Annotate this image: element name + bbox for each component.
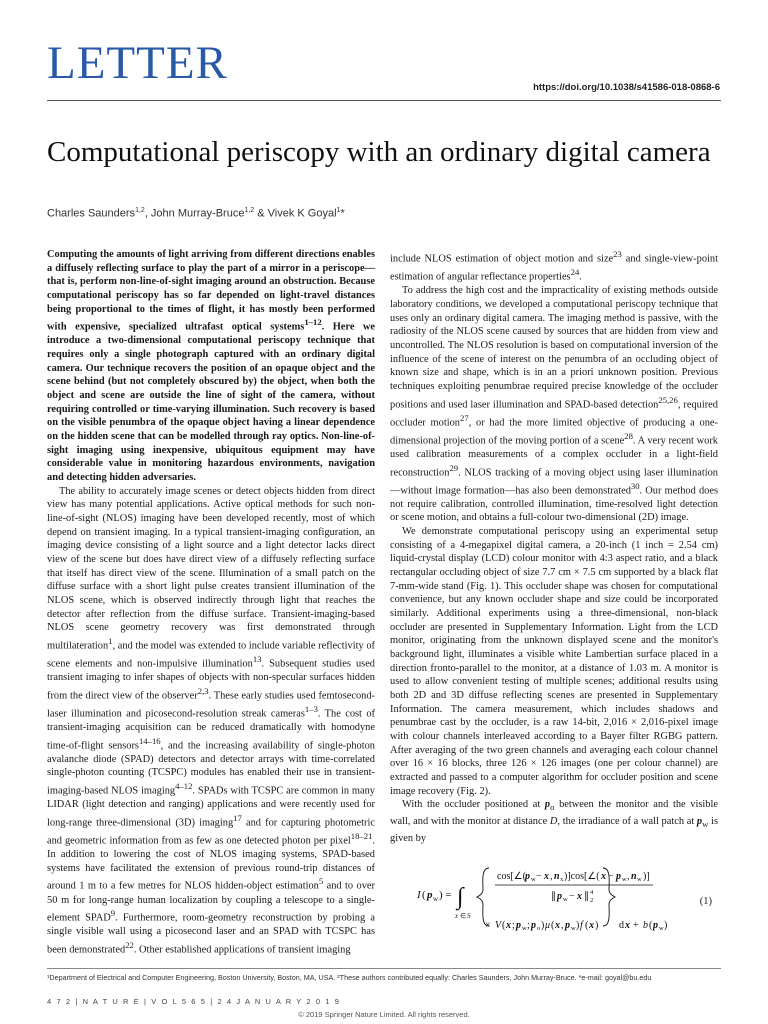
svg-text:): ) — [664, 920, 668, 931]
equation-graphic — [415, 864, 705, 942]
svg-text:w: w — [659, 925, 664, 932]
svg-text:+: + — [633, 920, 639, 931]
svg-text:f: f — [580, 920, 583, 931]
svg-text:p: p — [653, 920, 658, 931]
equation-1 — [415, 864, 720, 942]
svg-text:∥: ∥ — [551, 891, 556, 902]
svg-text:w: w — [433, 895, 439, 903]
svg-text:p: p — [516, 920, 521, 931]
svg-text:): ) — [595, 920, 599, 931]
svg-text:p: p — [427, 889, 433, 901]
svg-text:x: x — [577, 891, 582, 902]
svg-text:) =: ) = — [439, 889, 452, 901]
left-column — [47, 248, 375, 957]
svg-text:n: n — [554, 871, 560, 882]
abstract: Computing the amounts of light arriving from different directions enables a diffusely reflecting surface to play the part of a mirror in a periscope—that is, perform non-line-of-sight imaging around an obstruction. Because computational periscopy has so far depended on light-travel distances being proportional to the times of flight, it has mostly been performed with expensive, specialized ultrafast optical systems$^{1-12}$. Here we introduce a two-dimensional computational periscopy technique that requires only a single photograph captured with an ordinary digital camera. Our technique recovers the position of an opaque object and the scene behind (but not completely obscured by) the object, when both the object and scene are outside the line of sight of the camera, without requiring controlled or time-varying illumination. Such recovery is based on the visible penumbra of the opaque object having a linear dependence on the hidden scene that can be modelled through ray optics. Non-line-of-sight imaging using inexpensive, ubiquitous equipment may have considerable value in monitoring hazardous environments, navigation and detecting hidden adversaries. — [47, 249, 376, 483]
svg-text:,: , — [561, 920, 564, 931]
svg-text:)]cos[∠(: )]cos[∠( — [564, 871, 600, 882]
header-rule — [47, 100, 721, 101]
body-paragraph: include NLOS estimation of object motion and size$^{23}$ and single-view-point estimation of angular reflectance properties$^{24}$. — [390, 249, 718, 283]
svg-text:x: x — [544, 871, 549, 882]
svg-text:b: b — [643, 920, 648, 931]
page-footer: 4 7 2 | N A T U R E | V O L 5 6 5 | 2 4 J A N U A R Y 2 0 1 9 — [47, 997, 341, 1006]
svg-text:p: p — [531, 920, 536, 931]
svg-text:∫: ∫ — [457, 884, 464, 910]
svg-text:p: p — [565, 920, 570, 931]
svg-text:(: ( — [551, 920, 555, 931]
svg-text:(: ( — [585, 920, 589, 931]
svg-text:p: p — [525, 871, 530, 882]
svg-text:x: x — [625, 920, 630, 931]
doi-link[interactable]: https://doi.org/10.1038/s41586-018-0868-6 — [533, 82, 720, 93]
svg-text:;: ; — [512, 920, 515, 931]
svg-text:)]: )] — [643, 871, 650, 882]
svg-text:2: 2 — [590, 897, 594, 904]
svg-text:p: p — [616, 871, 621, 882]
svg-text:x: x — [555, 920, 560, 931]
body-paragraph: With the occluder positioned at $p_o$ between the monitor and the visible wall, and with the monitor at distance D, the irradiance of a wall patch at $p_w$ is given by — [390, 799, 718, 844]
svg-text:−: − — [569, 891, 575, 902]
article-title: Computational periscopy with an ordinary digital camera — [47, 136, 711, 168]
svg-text:): ) — [541, 920, 545, 931]
svg-text:(: ( — [422, 889, 426, 901]
svg-text:w: w — [622, 876, 627, 883]
article-type-label: LETTER — [47, 37, 228, 89]
svg-text:,: , — [627, 871, 630, 882]
svg-text:;: ; — [527, 920, 530, 931]
author-list: Charles Saunders$^{1,2}$, John Murray-Bruce$^{1,2}$ & Vivek K Goyal$^1$* — [47, 207, 345, 220]
svg-text:×: × — [485, 920, 491, 931]
svg-text:−: − — [536, 871, 542, 882]
svg-text:n: n — [631, 871, 637, 882]
svg-text:x: x — [589, 920, 594, 931]
svg-text:cos[∠(: cos[∠( — [497, 871, 526, 882]
svg-text:(: ( — [649, 920, 653, 931]
svg-text:,: , — [550, 871, 553, 882]
svg-text:w: w — [522, 925, 527, 932]
svg-text:o: o — [537, 925, 541, 932]
svg-text:w: w — [563, 896, 568, 903]
svg-text:x: x — [601, 871, 606, 882]
svg-text:μ: μ — [545, 920, 551, 931]
body-paragraph: The ability to accurately image scenes or detect objects hidden from direct view has many potential applications. Active optical methods for such non-line-of-sight (NLOS) imaging have been developed recently, most of which depend on transient imaging. In a typical transient-imaging configuration, an imaging device consisting of a light source and a light detector lacks direct view of the scene but does have direct view of a diffusely reflecting surface that itself has direct view of the scene. Illumination of a small patch on the diffuse surface with a short light pulse creates transient illumination of the NLOS scene, which is observed indirectly through light that reaches the detector after reflection from the diffuse surface. Transient-imaging-based NLOS scene geometry recovery was first demonstrated through multilateration$^1$, and the model was extended to include variable reflectivity of scene elements and non-impulsive illumination$^{13}$. Subsequent studies used transient imaging to infer shapes of objects with non-specular surfaces hidden from the direct view of the observer$^{2,3}$. These early studies used femtosecond-laser illumination and picosecond-resolution streak cameras$^{1-3}$. The cost of transient-imaging acquisition can be reduced dramatically with homodyne time-of-flight sensors$^{14-16}$, and the increasing availability of single-photon avalanche diode (SPAD) detectors and detector arrays with time-correlated single-photon counting (TCSPC) modules has enabled their use in transient-imaging-based NLOS imaging$^{4-12}$. SPADs with TCSPC are common in many LIDAR (light detection and ranging) applications and were recently used for long-range three-dimensional (3D) imaging$^{17}$ and for capturing photometric and geometric information from as few as one detected photon per pixel$^{18-21}$. In addition to lowering the cost of NLOS imaging systems, SPAD-based systems have facilitated the extension of previous round-trip distances of around 1 m to a few metres for NLOS hidden-object estimation$^5$ and to over 50 m for long-range human localization by coupling a telescope to a single-element SPAD$^9$. Furthermore, room-geometry reconstruction by probing a single visible wall using a picosecond laser and an SPAD with TCSPC has been demonstrated$^{22}$. Other established applications of transient imaging — [47, 485, 376, 956]
svg-text:x: x — [506, 920, 511, 931]
equation-number: (1) — [699, 896, 712, 907]
right-column — [390, 248, 718, 845]
affiliations-footnote: ¹Department of Electrical and Computer Engineering, Boston University, Boston, MA, USA. ²These authors contributed equally: Charles Saunders, John Murray-Bruce. *e-mail: goyal@bu.edu — [47, 973, 652, 982]
svg-text:d: d — [619, 920, 624, 931]
svg-text:−: − — [608, 871, 614, 882]
svg-text:V: V — [495, 920, 502, 931]
svg-text:w: w — [637, 876, 642, 883]
svg-text:S: S — [467, 912, 471, 920]
svg-text:x: x — [455, 912, 459, 920]
footnote-rule — [47, 968, 721, 969]
svg-text:p: p — [557, 891, 562, 902]
copyright-line: © 2019 Springer Nature Limited. All rights reserved. — [298, 1010, 470, 1019]
body-paragraph: To address the high cost and the impracticality of existing methods outside laboratory conditions, we developed a computational periscopy technique that uses only an ordinary digital camera. The imaging method is passive, with the radiosity of the NLOS scene caused by sources that are hidden from view and uncontrolled. The NLOS resolution is based on computational inversion of the influence of the scene of interest on the penumbra of an occluding object of known size and shape, which is in an a priori unknown position. Previous techniques exploiting penumbrae required precise knowledge of the occluder positions and used laser illumination and SPAD-based detection$^{25,26}$, required occluder motion$^{27}$, or had the more limited objective of producing a one-dimensional projection of the moving portion of a scene$^{28}$. A very recent work used calibration measurements of a complex occluder in a light-field reconstruction$^{29}$. NLOS tracking of a moving object using laser illumination—without image formation—has also been demonstrated$^{30}$. Our method does not require calibration, controlled illumination, time-resolved light detection or scene motion, and obtains a full-colour two-dimensional (2D) image. — [390, 285, 719, 524]
svg-text:w: w — [571, 925, 576, 932]
svg-text:I: I — [417, 889, 421, 901]
svg-text:x: x — [560, 876, 564, 883]
svg-text:4: 4 — [590, 889, 594, 896]
svg-text:∈: ∈ — [460, 912, 467, 920]
svg-text:(: ( — [502, 920, 506, 931]
body-paragraph: We demonstrate computational periscopy using an experimental setup consisting of a 4-megapixel digital camera, a 20-inch (1 inch = 2.54 cm) liquid-crystal display (LCD) colour monitor with 4:3 aspect ratio, and a black rectangular occluding object of size 7.7 cm × 7.5 cm supported by a black flat 7-mm-wide stand (Fig. 1). This occluder shape was chosen for computational convenience, but any known occluder shape and size could be incorporated similarly. Additional experiments using a three-dimensional, non-black occluder are presented in Supplementary Information. Light from the LCD monitor, originating from the unknown displayed scene and the monitor's background light, illuminates a visible white Lambertian surface placed in a direction fronto-parallel to the monitor, at a distance of 1.03 m. A monitor is used to allow convenient testing of multiple scenes; additional results using both 2D and 3D diffuse reflecting scenes are presented in Supplementary Information. The camera measurement, which includes shadows and penumbrae cast by the occluder, is a raw 14-bit, 2,016 × 2,016-pixel image with colour channels interleaved according to a Bayer filter RGBG pattern. After averaging of the two green channels and averaging each colour channel over 16 × 16 blocks, three 126 × 126 images (one per colour channel) are extracted and passed to a computer algorithm for occluder position and scene image recovery (Fig. 2). — [390, 526, 718, 797]
svg-text:∥: ∥ — [584, 891, 589, 902]
svg-text:w: w — [531, 876, 536, 883]
svg-text:): ) — [576, 920, 580, 931]
